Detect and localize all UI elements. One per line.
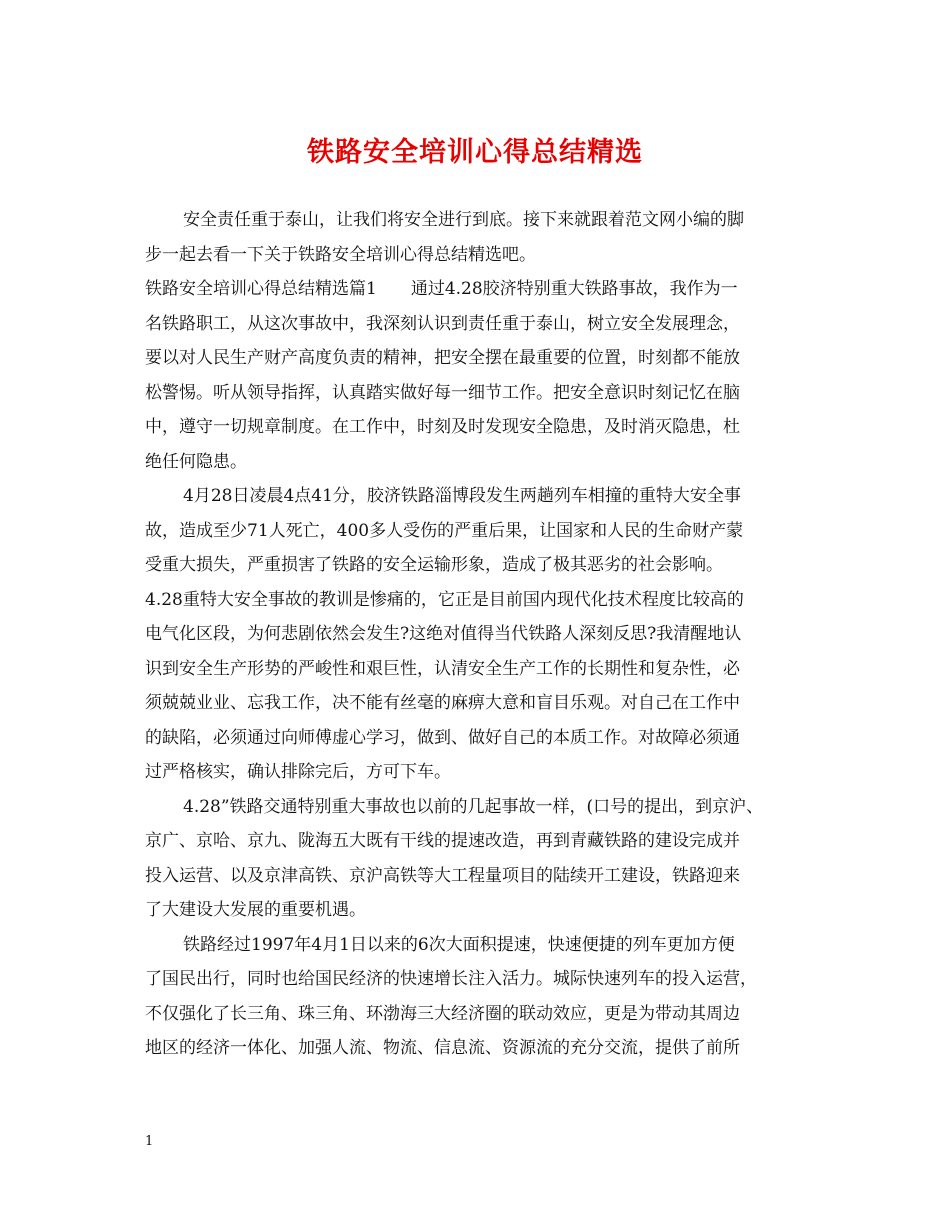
body-line: 步一起去看一下关于铁路安全培训心得总结精选吧。 [145, 244, 536, 265]
body-line: 4月28日凌晨4点41分，胶济铁路淄博段发生两趟列车相撞的重特大安全事 [183, 486, 741, 506]
page-number: 1 [145, 1134, 154, 1149]
body-line: 了大建设大发展的重要机遇。 [145, 900, 366, 920]
body-line: 铁路安全培训心得总结精选篇1 通过4.28胶济特别重大铁路事故，我作为一 [145, 279, 738, 299]
document-title: 铁路安全培训心得总结精选 [307, 137, 643, 168]
body-line: 4.28重特大安全事故的教训是惨痛的，它正是目前国内现代化技术程度比较高的 [145, 589, 744, 610]
body-line: 铁路经过1997年4月1日以来的6次大面积提速，快速便捷的列车更加方便 [183, 934, 735, 955]
body-line: 须兢兢业业、忘我工作，决不能有丝毫的麻痹大意和盲目乐观。对自己在工作中 [145, 693, 740, 713]
body-line: 故，造成至少71人死亡，400多人受伤的严重后果，让国家和人民的生命财产蒙 [145, 520, 744, 541]
body-line: 地区的经济一体化、加强人流、物流、信息流、资源流的充分交流，提供了前所 [145, 1038, 740, 1058]
document-body [145, 203, 805, 1066]
body-line: 电气化区段，为何悲剧依然会发生?这绝对值得当代铁路人深刻反思?我清醒地认 [145, 624, 742, 644]
body-line: 投入运营、以及京津高铁、京沪高铁等大工程量项目的陆续开工建设，铁路迎来 [145, 865, 740, 886]
body-line: 了国民出行，同时也给国民经济的快速增长注入活力。城际快速列车的投入运营， [145, 969, 757, 989]
body-line: 绝任何隐患。 [145, 451, 247, 472]
body-line: 受重大损失，严重损害了铁路的安全运输形象，造成了极其恶劣的社会影响。 [145, 555, 723, 575]
body-line: 识到安全生产形势的严峻性和艰巨性，认清安全生产工作的长期性和复杂性，必 [145, 658, 740, 679]
body-line: 中，遵守一切规章制度。在工作中，时刻及时发现安全隐患，及时消灭隐患，杜 [145, 417, 740, 437]
body-line: 名铁路职工，从这次事故中，我深刻认识到责任重于泰山，树立安全发展理念， [145, 313, 740, 334]
body-line: 的缺陷，必须通过向师傅虚心学习，做到、做好自己的本质工作。对故障必须通 [145, 727, 740, 748]
body-line: 松警惕。听从领导指挥，认真踏实做好每一细节工作。把安全意识时刻记忆在脑 [145, 382, 740, 403]
body-line: 过严格核实，确认排除完后，方可下车。 [145, 762, 451, 782]
body-line: 4.28”铁路交通特别重大事故也以前的几起事故一样，(口号的提出，到京沪、 [183, 796, 764, 817]
body-line: 京广、京哈、京九、陇海五大既有干线的提速改造，再到青藏铁路的建设完成并 [145, 831, 740, 851]
body-line: 安全责任重于泰山，让我们将安全进行到底。接下来就跟着范文网小编的脚 [183, 210, 744, 230]
body-line: 不仅强化了长三角、珠三角、环渤海三大经济圈的联动效应，更是为带动其周边 [145, 1003, 740, 1024]
body-line: 要以对人民生产财产高度负责的精神，把安全摆在最重要的位置，时刻都不能放 [145, 348, 740, 368]
